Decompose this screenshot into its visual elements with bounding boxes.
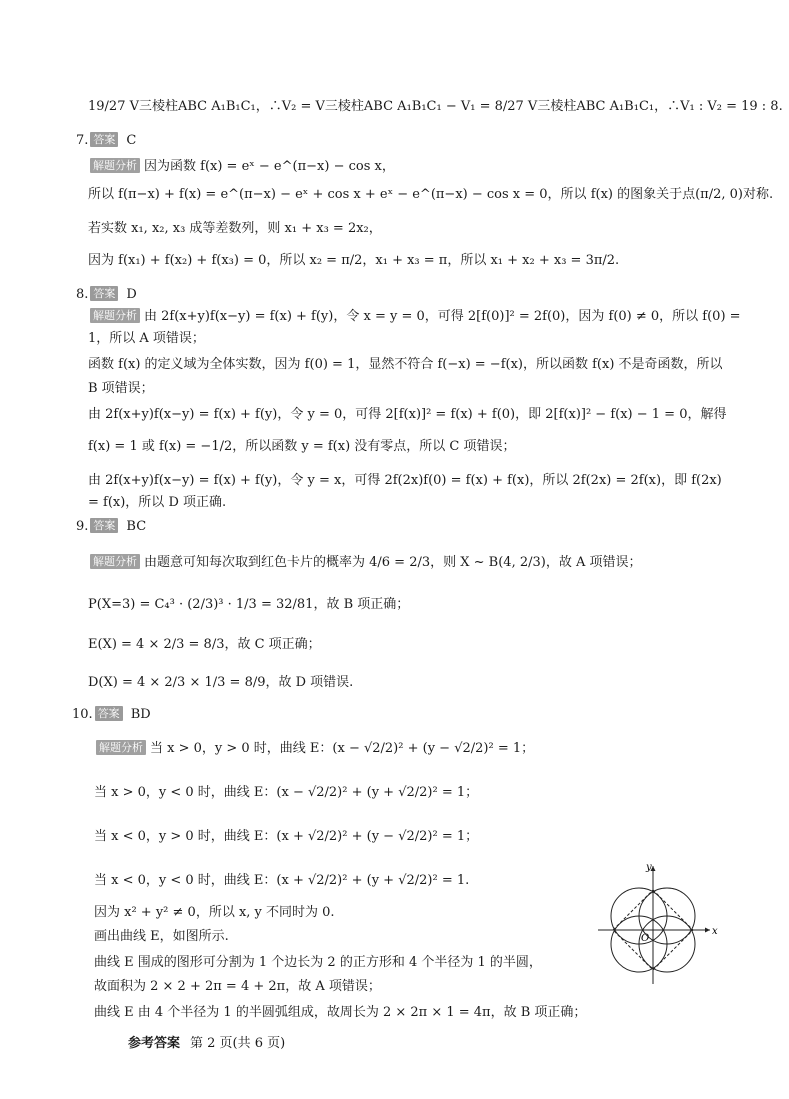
analysis-text: 1，所以 A 项错误； — [88, 331, 205, 346]
analysis-badge: 解题分析 — [90, 308, 140, 323]
answer-badge: 答案 — [90, 132, 118, 147]
analysis-text: 画出曲线 E，如图所示. — [94, 929, 229, 944]
analysis-text: 当 x < 0，y < 0 时，曲线 E：(x + √2/2)² + (y + √2/2)² = 1. — [94, 873, 470, 888]
q8-analysis-row — [88, 308, 741, 326]
footer-title: 参考答案 — [128, 1036, 181, 1051]
q9-analysis-row — [88, 554, 642, 572]
analysis-text: 函数 f(x) 的定义域为全体实数，因为 f(0) = 1，显然不符合 f(−x) = −f(x)，所以函数 f(x) 不是奇函数，所以 — [88, 357, 723, 372]
analysis-text: 由 2f(x+y)f(x−y) = f(x) + f(y)，令 y = x，可得 2f(2x)f(0) = f(x) + f(x)，所以 2f(2x) = 2f(x)，即 f(2x) — [88, 473, 722, 488]
x-axis-label: x — [712, 926, 718, 937]
analysis-text: 由 2f(x+y)f(x−y) = f(x) + f(y)，令 x = y = 0，可得 2[f(0)]² = 2f(0)，因为 f(0) ≠ 0，所以 f(0) = — [144, 309, 741, 324]
analysis-text: 故面积为 2 × 2 + 2π = 4 + 2π，故 A 项错误； — [94, 979, 381, 994]
q7-analysis-row — [88, 158, 395, 176]
x-axis-arrow — [705, 928, 710, 933]
answer-badge: 答案 — [95, 706, 123, 721]
analysis-text: f(x) = 1 或 f(x) = −1/2，所以函数 y = f(x) 没有零点，所以 C 项错误； — [88, 439, 516, 454]
q10-analysis-row — [94, 740, 534, 758]
answer-value: C — [126, 133, 137, 148]
question-number: 8. — [76, 287, 89, 302]
analysis-text: 曲线 E 围成的图形可分割为 1 个边长为 2 的正方形和 4 个半径为 1 的半圆， — [94, 955, 542, 970]
origin-label: O — [641, 933, 650, 944]
analysis-badge: 解题分析 — [90, 554, 140, 569]
answer-value: BD — [130, 707, 151, 722]
question-number: 7. — [76, 133, 89, 148]
analysis-text: E(X) = 4 × 2/3 = 8/3，故 C 项正确； — [88, 637, 321, 652]
q8-answer-row — [76, 286, 137, 304]
analysis-text: 因为 f(x₁) + f(x₂) + f(x₃) = 0，所以 x₂ = π/2，x₁ + x₃ = π，所以 x₁ + x₂ + x₃ = 3π/2. — [88, 253, 620, 268]
analysis-text: 当 x > 0，y < 0 时，曲线 E：(x − √2/2)² + (y + √2/2)² = 1； — [94, 785, 479, 800]
answer-badge: 答案 — [90, 286, 118, 301]
analysis-text: 曲线 E 由 4 个半径为 1 的半圆弧组成，故周长为 2 × 2π × 1 = 4π，故 B 项正确； — [94, 1005, 587, 1020]
analysis-badge: 解题分析 — [90, 158, 140, 173]
continuation-line: 19/27 V三棱柱ABC A₁B₁C₁，∴V₂ = V三棱柱ABC A₁B₁C₁ − V₁ = 8/27 V三棱柱ABC A₁B₁C₁，∴V₁ : V₂ = 19 : 8. — [88, 99, 783, 114]
question-number: 10. — [72, 707, 93, 722]
analysis-text: D(X) = 4 × 2/3 × 1/3 = 8/9，故 D 项错误. — [88, 675, 354, 690]
answer-value: BC — [126, 519, 147, 534]
q9-answer-row — [76, 518, 146, 536]
y-axis-label: y — [646, 862, 652, 873]
analysis-text: 若实数 x₁, x₂, x₃ 成等差数列，则 x₁ + x₃ = 2x₂， — [88, 221, 382, 236]
analysis-text: 因为函数 f(x) = eˣ − e^(π−x) − cos x， — [144, 159, 395, 174]
analysis-text: P(X=3) = C₄³ · (2/3)³ · 1/3 = 32/81，故 B 项正确； — [88, 597, 410, 612]
analysis-text: 因为 x² + y² ≠ 0，所以 x, y 不同时为 0. — [94, 905, 335, 920]
answer-value: D — [126, 287, 137, 302]
footer-page-number: 第 2 页(共 6 页) — [190, 1036, 286, 1051]
analysis-text: = f(x)，所以 D 项正确. — [88, 495, 227, 510]
question-number: 9. — [76, 519, 89, 534]
analysis-text: B 项错误； — [88, 381, 154, 396]
curve-e-figure — [596, 860, 720, 986]
q7-answer-row — [76, 132, 136, 150]
analysis-text: 当 x < 0，y > 0 时，曲线 E：(x + √2/2)² + (y − √2/2)² = 1； — [94, 829, 479, 844]
analysis-text: 当 x > 0，y > 0 时，曲线 E：(x − √2/2)² + (y − √2/2)² = 1； — [150, 741, 535, 756]
analysis-text: 由 2f(x+y)f(x−y) = f(x) + f(y)，令 y = 0，可得 2[f(x)]² = f(x) + f(0)，即 2[f(x)]² − f(x) − 1 = 0，解得 — [88, 407, 727, 422]
answer-badge: 答案 — [90, 518, 118, 533]
analysis-text: 由题意可知每次取到红色卡片的概率为 4/6 = 2/3，则 X ~ B(4, 2/3)，故 A 项错误； — [144, 555, 642, 570]
page-footer — [128, 1032, 285, 1051]
q10-answer-row — [72, 706, 151, 724]
analysis-badge: 解题分析 — [96, 740, 146, 755]
analysis-text: 所以 f(π−x) + f(x) = e^(π−x) − eˣ + cos x + eˣ − e^(π−x) − cos x = 0，所以 f(x) 的图象关于点(π/2, 0)对称. — [88, 187, 774, 202]
